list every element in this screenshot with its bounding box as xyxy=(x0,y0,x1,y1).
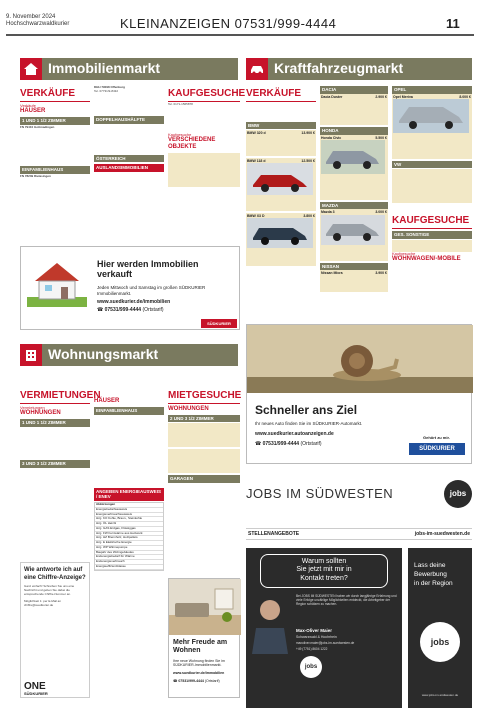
jobs-bubble xyxy=(260,554,388,588)
chiffre-box xyxy=(20,562,90,698)
jobs-headline-1: Warum sollten xyxy=(301,558,347,565)
kfz-cat-honda: HONDA xyxy=(320,127,388,135)
kfz-listing-4-head xyxy=(321,95,387,99)
wohnungsmarkt-bar xyxy=(20,344,238,366)
legend-row: Energiebedarfsausweis xyxy=(95,508,163,513)
vermietungen-sub xyxy=(20,406,90,418)
kfz-listing-11[interactable] xyxy=(392,264,472,276)
listing-3-ref: DHH 79098 Offenburg xyxy=(94,86,126,89)
kfz-listing-8-text xyxy=(393,136,471,158)
snail-photo xyxy=(247,325,473,393)
issue-date xyxy=(6,14,69,27)
kfz-model-2: BMW 118 d xyxy=(247,158,266,163)
listing-6[interactable] xyxy=(168,103,240,133)
kfz-model-7: Nissan Micra xyxy=(321,271,343,276)
jobs-right-1: Lass deine xyxy=(414,562,446,569)
promo2-text: Ihre neue Wohnung finden Sie im SÜDKURIER-Immobilienmarkt. xyxy=(173,659,225,668)
immo-kaufgesuche-col xyxy=(168,84,246,244)
kfz-cat-bmw: BMW xyxy=(246,122,316,130)
chiffre-title: Wie antworte ich auf eine Chiffre-Anzeige? xyxy=(24,567,86,581)
jobs-right-3: in der Region xyxy=(414,579,453,587)
energy-heading: ANGEBEN ENERGIEAUSWEIS / ENEV xyxy=(94,488,164,501)
red-car-photo xyxy=(247,163,313,195)
listing-2-ref: FN 78239 Rielasingen xyxy=(20,174,51,178)
legend-row: Hzg. E Elektrische Energie xyxy=(95,541,163,546)
kfz-listing-9[interactable] xyxy=(392,169,472,203)
kfz-price-6: 3.000 € xyxy=(375,210,387,215)
phone-icon: ☎ xyxy=(173,679,178,683)
listing-5[interactable] xyxy=(94,173,164,193)
wohnung-col-2 xyxy=(94,386,164,706)
mietgesuche-sub xyxy=(168,406,240,413)
mg-listing-3[interactable] xyxy=(168,484,240,502)
promo2-title: Mehr Freude am Wohnen xyxy=(173,639,228,655)
kfz-listing-8[interactable] xyxy=(392,94,472,159)
w-listing-1[interactable] xyxy=(20,428,90,458)
mg-cat-garagen: GARAGEN xyxy=(168,475,240,483)
wohnungen-label: WOHNUNGEN xyxy=(20,410,61,417)
kfz-title: Kraftfahrzeugmarkt xyxy=(274,60,404,77)
kfz-cat-dacia: DACIA xyxy=(320,86,388,94)
kfz-listing-2-text xyxy=(247,198,315,210)
jobs-headline-3: Kontakt treten? xyxy=(300,574,348,582)
promo1-phone-row xyxy=(97,307,164,313)
jobs-name: Max-Oliver Maier xyxy=(296,628,333,633)
promo1-title: Hier werden Immobilien verkauft xyxy=(97,259,199,280)
kfz-listing-7[interactable] xyxy=(320,270,388,291)
kfz-cat-gesonst: GES. SONSTIGE xyxy=(392,231,472,239)
cat-doppelhaus: DOPPELHAUSHÄLFTE xyxy=(94,116,164,124)
verkaeufe-sub xyxy=(20,104,90,116)
chiffre-body: Ganz einfach! Schreiben Sie uns eine Nachricht und geben Sie dabei die entsprechende Chiffre-Nummer an. xyxy=(24,584,75,596)
energy-legend xyxy=(94,502,164,571)
kfz-cat-vw: VW xyxy=(392,161,472,169)
kfz-price-5: 5.500 € xyxy=(375,135,387,140)
immobilienmarkt-bar xyxy=(20,58,238,80)
jobs-tel: +49 (7751) 8604 1222 xyxy=(296,647,328,651)
legend-row: Hzg. GAS Erdgas, Flüssiggas xyxy=(95,527,163,532)
auto-promo[interactable] xyxy=(246,324,472,464)
wohnwagen-sub xyxy=(392,252,472,264)
listing-2[interactable] xyxy=(20,175,90,205)
opel-car-photo xyxy=(393,99,469,133)
jobs-contact-ad[interactable] xyxy=(246,548,402,708)
kfz-col-3 xyxy=(392,84,472,324)
jobs-logo: jobs xyxy=(444,480,472,508)
promo3-text: Ihr neues Auto finden Sie im SÜDKURIER-Automarkt. xyxy=(255,421,363,426)
kfz-listing-1[interactable] xyxy=(246,130,316,155)
page-number: 11 xyxy=(446,16,460,31)
haeuser-sub xyxy=(94,398,164,405)
kfz-bar xyxy=(246,58,472,80)
kaufgesuche-sub-label: Kaufgesuche xyxy=(168,131,192,137)
kfz-model-3: BMW X3 D xyxy=(247,213,265,218)
immo-col-2 xyxy=(94,84,164,244)
page-title: KLEINANZEIGEN 07531/999-4444 xyxy=(120,16,337,31)
dark-car-photo xyxy=(247,218,313,248)
wohnungsmarkt-title: Wohnungsmarkt xyxy=(48,346,159,363)
legend-row: Hzg. ÖL Heizöl xyxy=(95,522,163,527)
building-icon xyxy=(20,344,42,366)
verkaeufe-sub-label: Verkäufe xyxy=(20,102,36,108)
jobs-subbar xyxy=(246,528,472,540)
haeuser-label: HÄUSER xyxy=(20,108,46,115)
w-cat-1: 1 UND 1 1/2 ZIMMER xyxy=(20,419,90,427)
chiffre-contact: Möglichkeit 1: per E-Mail an chiffre@suedkurier.de xyxy=(24,598,62,607)
vermietungen-sub-label: Vermietungen xyxy=(20,404,45,410)
mg-wohnungen-label: WOHNUNGEN xyxy=(168,405,209,412)
listing-8[interactable] xyxy=(168,188,240,208)
w-haeuser-label: HÄUSER xyxy=(94,398,120,404)
kfz-listing-1-text xyxy=(247,137,315,155)
listing-1-ref: FN 79410 Gottmadingen xyxy=(20,126,55,130)
immobilienmarkt-title: Immobilienmarkt xyxy=(48,60,161,77)
promo3-tag: Gehört zu mir. xyxy=(423,435,450,440)
jobs-role: Schwarzwald & Hochrhein xyxy=(296,635,337,639)
kfz-cat-mazda: MAZDA xyxy=(320,202,388,210)
promo3-logo: SÜDKURIER xyxy=(409,443,465,455)
jobs-mail[interactable]: maxoliver.maier@jobs-im-suedwesten.de xyxy=(296,641,355,645)
kfz-listing-3-text xyxy=(247,251,315,265)
wohnen-promo[interactable] xyxy=(168,578,240,698)
jobs-right-logo: jobs xyxy=(420,622,460,662)
verschiedene-label: VERSCHIEDENE OBJEKTE xyxy=(168,137,216,151)
promo3-url[interactable]: www.suedkurier.autoanzeigen.de xyxy=(255,431,334,437)
promo1-logo: SÜDKURIER xyxy=(201,319,237,328)
jobs-region-ad[interactable] xyxy=(408,548,472,708)
promo2-phone-note: (Ortstarif) xyxy=(204,679,220,683)
w-cat-efh: EINFAMILIENHAUS xyxy=(94,407,164,415)
jobs-right-text xyxy=(414,562,453,588)
phone-icon: ☎ xyxy=(255,441,262,447)
promo1-phone: 07531/999-4444 xyxy=(104,307,142,313)
house-illustration xyxy=(27,257,87,307)
legend-row: Energieverbrauchsausweis xyxy=(95,513,163,518)
person-photo xyxy=(250,594,290,654)
phone-icon: ☎ xyxy=(97,307,104,313)
jobs-title: JOBS IM SÜDWESTEN xyxy=(246,486,394,501)
w-cat-3: 3 UND 3 1/2 ZIMMER xyxy=(20,460,90,468)
kfz-price-2: 12.500 € xyxy=(301,158,315,163)
kfz-listing-3[interactable] xyxy=(246,213,316,266)
header-rule xyxy=(6,34,474,36)
jobs-ad-logo: jobs xyxy=(300,656,322,678)
cat-1-zimmer: 1 UND 1 1/2 ZIMMER xyxy=(20,117,90,125)
w-listing-3[interactable] xyxy=(94,416,164,486)
kfz-price-3: 3.800 € xyxy=(303,213,315,218)
kfz-listing-7-text xyxy=(321,277,387,291)
kfz-price-1: 13.900 € xyxy=(301,131,315,136)
promo1-phone-note: (Ortstarif) xyxy=(142,307,164,313)
listing-4[interactable] xyxy=(94,125,164,153)
mg-listing-1[interactable] xyxy=(168,423,240,447)
grey-car-photo xyxy=(321,215,385,245)
promo2-phone-row xyxy=(173,679,220,683)
kfz-price-4: 2.900 € xyxy=(375,94,387,99)
jobs-right-2: Bewerbung xyxy=(414,570,447,578)
legend-row: Hzg. HZ Brennholz, Holzpellets xyxy=(95,536,163,541)
legend-row: Hzg. KO Kohle, Braun., Steinkohle xyxy=(95,517,163,522)
cat-oesterreich: ÖSTERREICH xyxy=(94,155,164,163)
jobs-sub: STELLENANGEBOTE xyxy=(248,530,300,537)
kfz-model-6: Mazda 3 xyxy=(321,210,335,215)
wohnwagen-label: WOHNWAGEN/-MOBILE xyxy=(392,256,461,263)
immo-promo[interactable] xyxy=(20,246,240,330)
kfz-verkaeufe-heading: VERKÄUFE xyxy=(246,84,316,102)
w-listing-2[interactable] xyxy=(20,469,90,499)
jobs-headline-2: Sie jetzt mit mir in xyxy=(296,566,352,574)
jobs-body: Bei JOBS IM SÜDWESTEN haben wir durch langjährige Erfahrung und viele Erfolge unzählige Möglichkeiten entdeckt, die Arbeitgeber der Region schätzen zu machen. xyxy=(296,594,397,607)
vermietungen-heading: VERMIETUNGEN xyxy=(20,386,90,404)
listing-3-tel: Tel. 07731/9-8432 xyxy=(94,88,119,93)
kfz-kaufgesuche-heading: KAUFGESUCHE xyxy=(392,211,472,229)
listing-7[interactable] xyxy=(168,153,240,187)
promo1-url[interactable]: www.suedkurier.de/immobilien xyxy=(97,299,171,305)
mg-cat: 2 UND 3 1/2 ZIMMER xyxy=(168,415,240,423)
mg-listing-2[interactable] xyxy=(168,449,240,473)
kfz-listing-5[interactable] xyxy=(320,135,388,200)
kfz-model-5: Honda Civic xyxy=(321,135,342,140)
kfz-model-4: Dacia Duster xyxy=(321,94,343,99)
kfz-price-8: 8.000 € xyxy=(459,94,471,99)
kfz-listing-5-text xyxy=(321,177,387,199)
kfz-model-1: BMW 320 d xyxy=(247,131,266,136)
chiffre-brand: SÜDKURIER xyxy=(24,691,48,696)
interior-photo xyxy=(169,579,241,635)
silver-car-photo xyxy=(321,140,385,174)
kfz-model-8: Opel Meriva xyxy=(393,94,413,99)
kfz-kaufgesuche-sub: Kaufgesuche xyxy=(392,250,416,256)
jobs-right-url[interactable]: www.jobs-im-südwesten.de xyxy=(421,693,459,697)
listing-6-tel: Tel. 0171-1565878 xyxy=(168,102,193,106)
date-text: 9. November 2024 xyxy=(6,14,56,20)
legend-row: Endenergiebedarf für Wärme xyxy=(95,555,163,560)
listing-1[interactable] xyxy=(20,126,90,164)
cat-einfamilienhaus: EINFAMILIENHAUS xyxy=(20,166,90,174)
kfz-listing-4[interactable] xyxy=(320,94,388,125)
vermietungen-col xyxy=(20,386,101,566)
legend-row: Energieeffizienzklasse xyxy=(95,565,163,570)
kfz-listing-6[interactable] xyxy=(320,209,388,260)
legend-row: Hzg. WP Wärmepumpe xyxy=(95,546,163,551)
kfz-listing-1-head xyxy=(247,131,315,135)
legend-row: Baujahr des Wohngebäudes xyxy=(95,551,163,556)
mietgesuche-col xyxy=(168,386,240,526)
promo3-phone-note: (Ortstarif) xyxy=(300,441,322,447)
kfz-cat-opel: OPEL xyxy=(392,86,472,94)
promo3-phone-row xyxy=(255,441,322,447)
cat-auslands: AUSLANDSIMMOBILIEN xyxy=(94,164,164,172)
one-logo: ONE xyxy=(24,681,46,692)
kfz-cat-nissan: NISSAN xyxy=(320,263,388,271)
promo2-url[interactable]: www.suedkurier.de/immobilien xyxy=(173,671,225,675)
legend-row: Hzg. FW Fernwärme aus Heizwerk xyxy=(95,532,163,537)
kfz-listing-7-head xyxy=(321,271,387,275)
kfz-col-2 xyxy=(320,84,388,324)
kfz-listing-2[interactable] xyxy=(246,158,316,211)
promo3-title: Schneller ans Ziel xyxy=(255,403,358,417)
promo1-text: Jeden Mittwoch und Samstag im großen SÜDKURIER Immobilienmarkt. xyxy=(97,285,206,296)
listing-3[interactable] xyxy=(94,86,164,114)
house-icon xyxy=(20,58,42,80)
legend-title: Abkürzungen xyxy=(95,503,163,508)
verkaeufe-heading: VERKÄUFE xyxy=(20,84,90,102)
region-text: Hochschwarzwaldkurier xyxy=(6,20,70,27)
car-icon xyxy=(246,58,268,80)
kfz-listing-6-text xyxy=(321,248,387,260)
promo2-phone: 07531/999-4444 xyxy=(178,679,204,683)
promo3-phone: 07531/999-4444 xyxy=(262,441,300,447)
legend-row: Endenergieverbrauch xyxy=(95,560,163,565)
mietgesuche-heading: MIETGESUCHE xyxy=(168,386,240,404)
kfz-verkaeufe-col xyxy=(246,84,316,324)
kfz-listing-4-text xyxy=(321,100,387,124)
jobs-url[interactable]: jobs-im-suedwesten.de xyxy=(414,530,470,537)
immo-verkaeufe-col xyxy=(20,84,90,244)
kaufgesuche-heading: KAUFGESUCHE xyxy=(168,84,240,102)
kaufgesuche-sub xyxy=(168,133,240,152)
kfz-price-7: 3.900 € xyxy=(375,271,387,276)
